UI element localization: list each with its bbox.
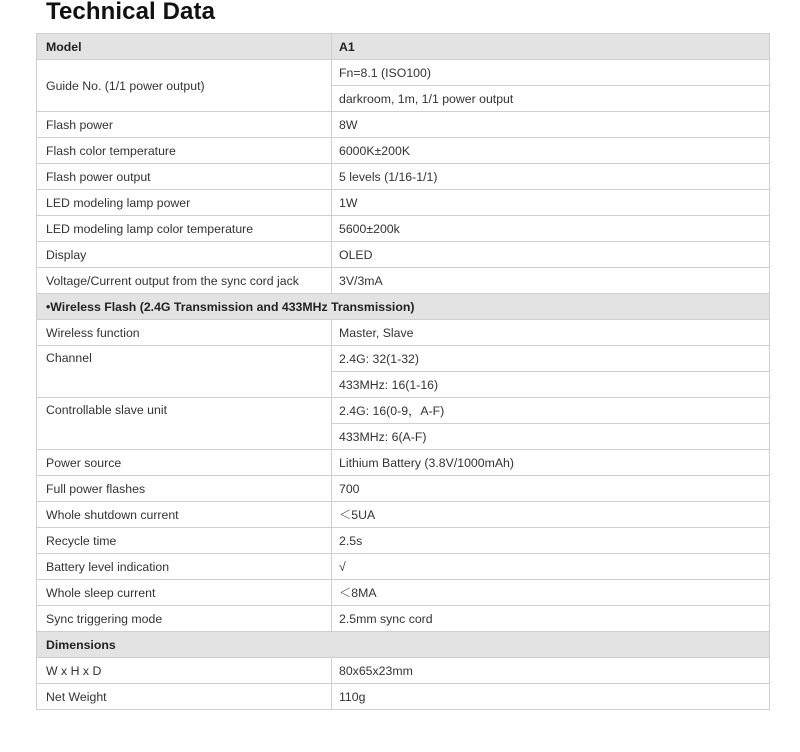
table-row (37, 268, 770, 294)
table-row (37, 528, 770, 554)
table-row (37, 502, 770, 528)
row-value: ＜5UA (332, 502, 770, 528)
row-label: Flash power (37, 112, 332, 138)
row-label: Battery level indication (37, 554, 332, 580)
row-value: darkroom, 1m, 1/1 power output (332, 86, 770, 112)
row-label: Controllable slave unit (37, 398, 332, 450)
table-row (37, 398, 770, 424)
row-label: Flash power output (37, 164, 332, 190)
row-label: LED modeling lamp power (37, 190, 332, 216)
section-header-dimensions (37, 632, 770, 658)
row-value: 2.5mm sync cord (332, 606, 770, 632)
header-model-label: Model (37, 34, 332, 60)
section-title: Dimensions (37, 632, 770, 658)
section-header-wireless (37, 294, 770, 320)
table-row (37, 476, 770, 502)
row-value: √ (332, 554, 770, 580)
row-value: 433MHz: 6(A-F) (332, 424, 770, 450)
row-label: Channel (37, 346, 332, 398)
row-label: Whole shutdown current (37, 502, 332, 528)
table-row (37, 190, 770, 216)
row-label: Display (37, 242, 332, 268)
table-row (37, 320, 770, 346)
row-value: 3V/3mA (332, 268, 770, 294)
table-row (37, 554, 770, 580)
row-label: Net Weight (37, 684, 332, 710)
table-row (37, 60, 770, 86)
table-row (37, 138, 770, 164)
row-label: Flash color temperature (37, 138, 332, 164)
technical-data-table (36, 33, 770, 710)
row-value: 6000K±200K (332, 138, 770, 164)
table-row (37, 242, 770, 268)
row-value: 5 levels (1/16-1/1) (332, 164, 770, 190)
row-label: Full power flashes (37, 476, 332, 502)
table-row (37, 346, 770, 372)
header-model-value: A1 (332, 34, 770, 60)
row-value: 433MHz: 16(1-16) (332, 372, 770, 398)
table-row (37, 684, 770, 710)
page-title: Technical Data (46, 0, 216, 25)
row-label: Voltage/Current output from the sync cord jack (37, 268, 332, 294)
row-value: 5600±200k (332, 216, 770, 242)
row-value: OLED (332, 242, 770, 268)
row-value: ＜8MA (332, 580, 770, 606)
row-value: 700 (332, 476, 770, 502)
row-label: Recycle time (37, 528, 332, 554)
row-label: Whole sleep current (37, 580, 332, 606)
table-row (37, 112, 770, 138)
row-label: Guide No. (1/1 power output) (37, 60, 332, 112)
row-value: 1W (332, 190, 770, 216)
row-value: Master, Slave (332, 320, 770, 346)
table-row (37, 164, 770, 190)
row-value: 2.4G: 32(1-32) (332, 346, 770, 372)
row-label: W x H x D (37, 658, 332, 684)
row-value: 8W (332, 112, 770, 138)
table-row (37, 580, 770, 606)
row-value: Fn=8.1 (ISO100) (332, 60, 770, 86)
table-row (37, 450, 770, 476)
section-title: •Wireless Flash (2.4G Transmission and 433MHz Transmission) (37, 294, 770, 320)
row-label: Power source (37, 450, 332, 476)
row-value: 2.5s (332, 528, 770, 554)
row-label: LED modeling lamp color temperature (37, 216, 332, 242)
row-value: Lithium Battery (3.8V/1000mAh) (332, 450, 770, 476)
table-header-row (37, 34, 770, 60)
table-row (37, 216, 770, 242)
row-label: Sync triggering mode (37, 606, 332, 632)
row-value: 80x65x23mm (332, 658, 770, 684)
row-label: Wireless function (37, 320, 332, 346)
table-row (37, 658, 770, 684)
row-value: 2.4G: 16(0-9，A-F) (332, 398, 770, 424)
table-row (37, 606, 770, 632)
row-value: 110g (332, 684, 770, 710)
